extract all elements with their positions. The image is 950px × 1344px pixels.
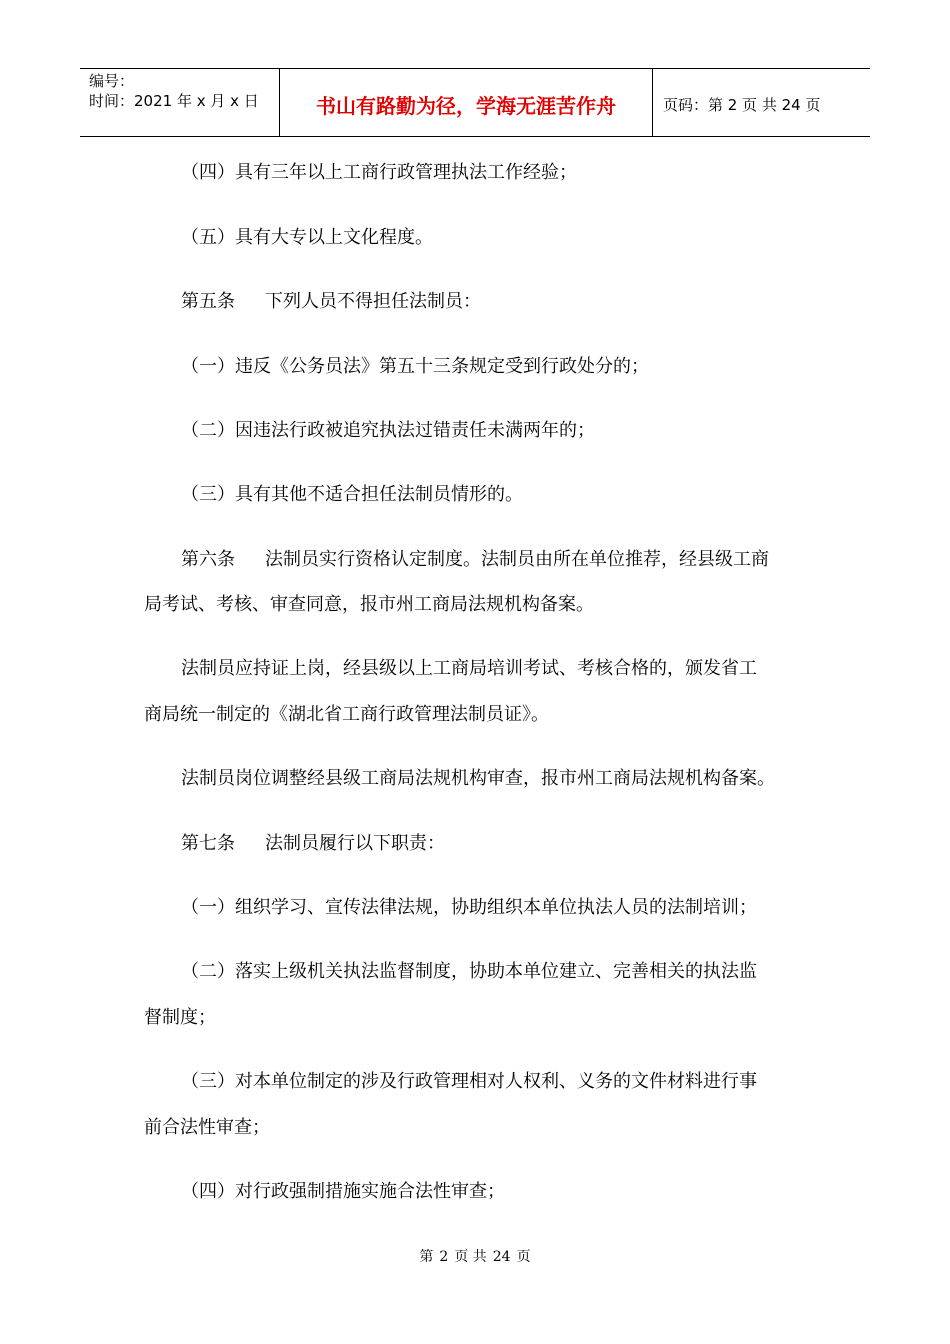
footer-mid: 页 共 <box>454 1249 487 1265</box>
article-number: 第六条 <box>181 549 235 570</box>
paragraph: 法制员应持证上岗，经县级以上工商局培训考试、考核合格的，颁发省工 <box>181 658 757 679</box>
header-motto: 书山有路勤为径，学海无涯苦作舟 <box>280 69 653 136</box>
paragraph: （五）具有大专以上文化程度。 <box>181 227 433 248</box>
article-number: 第七条 <box>181 833 235 854</box>
article-text: 法制员实行资格认定制度。法制员由所在单位推荐，经县级工商 <box>265 549 769 570</box>
time-label: 时间：2021 年 x 月 x 日 <box>89 92 259 110</box>
paragraph: （四）具有三年以上工商行政管理执法工作经验； <box>181 162 577 183</box>
header-page-info: 页码：第 2 页 共 24 页 <box>663 96 821 114</box>
paragraph-continuation: 督制度； <box>144 1007 216 1028</box>
page-header <box>80 68 870 137</box>
article-number: 第五条 <box>181 291 235 312</box>
paragraph: （三）具有其他不适合担任法制员情形的。 <box>181 484 523 505</box>
footer-suffix: 页 <box>516 1249 531 1265</box>
article-6 <box>181 548 769 572</box>
paragraph-continuation: 前合法性审查； <box>144 1117 270 1138</box>
header-meta <box>80 69 280 136</box>
paragraph: （三）对本单位制定的涉及行政管理相对人权利、义务的文件材料进行事 <box>181 1071 757 1092</box>
paragraph-continuation: 商局统一制定的《湖北省工商行政管理法制员证》。 <box>144 704 549 725</box>
page-footer <box>0 1246 950 1266</box>
paragraph: （二）落实上级机关执法监督制度，协助本单位建立、完善相关的执法监 <box>181 961 757 982</box>
paragraph: （一）违反《公务员法》第五十三条规定受到行政处分的； <box>181 356 649 377</box>
paragraph: （二）因违法行政被追究执法过错责任未满两年的； <box>181 420 595 441</box>
article-7 <box>181 832 445 856</box>
serial-label: 编号： <box>89 72 135 90</box>
paragraph: （一）组织学习、宣传法律法规，协助组织本单位执法人员的法制培训； <box>181 897 757 918</box>
paragraph: 法制员岗位调整经县级工商局法规机构审查，报市州工商局法规机构备案。 <box>181 768 775 789</box>
article-text: 法制员履行以下职责： <box>265 833 445 854</box>
footer-page-number: 2 <box>439 1249 449 1265</box>
footer-page-total: 24 <box>492 1249 511 1265</box>
paragraph-continuation: 局考试、考核、审查同意，报市州工商局法规机构备案。 <box>144 594 594 615</box>
paragraph: （四）对行政强制措施实施合法性审查； <box>181 1181 505 1202</box>
article-5 <box>181 290 481 314</box>
footer-prefix: 第 <box>419 1249 434 1265</box>
article-text: 下列人员不得担任法制员： <box>265 291 481 312</box>
